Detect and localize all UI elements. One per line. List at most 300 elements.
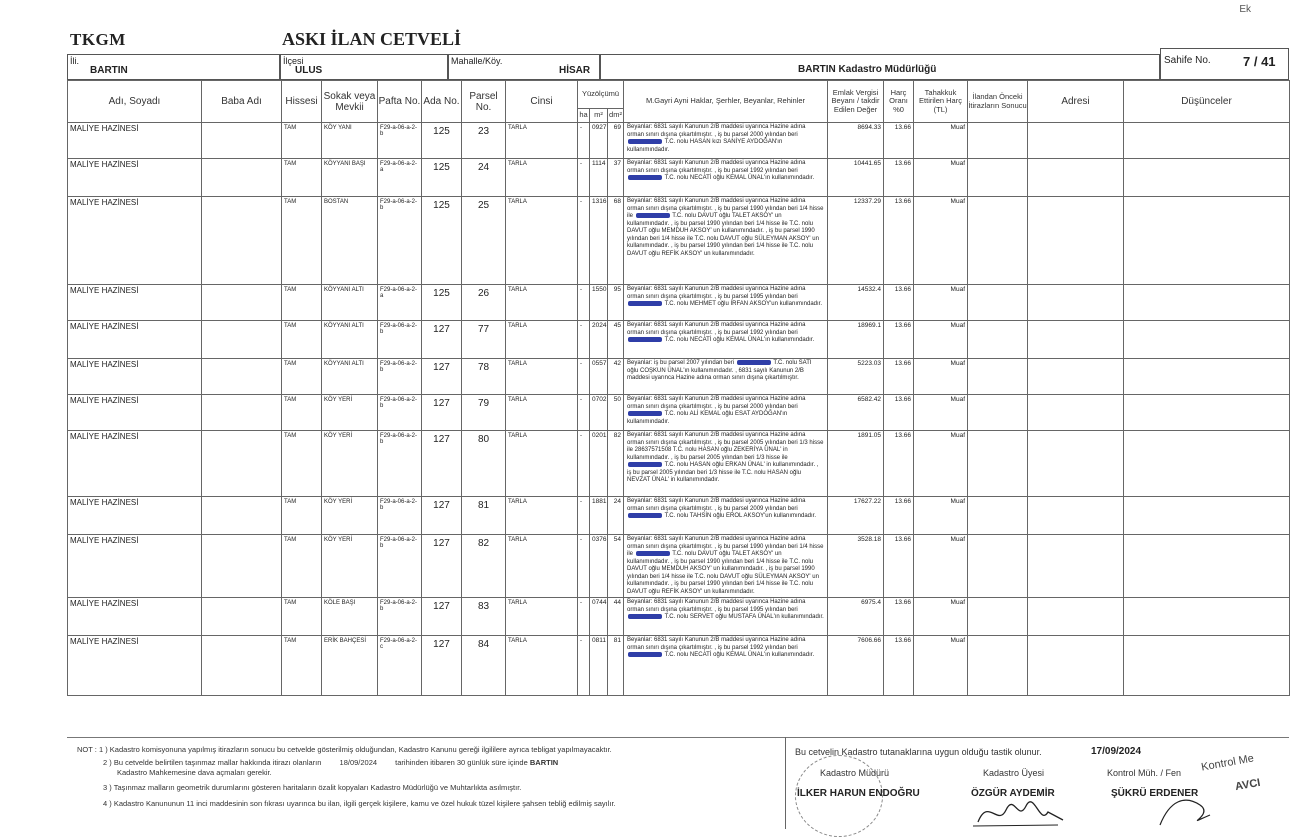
col-objection: İlandan Önceki İtirazların Sonucu xyxy=(968,81,1028,123)
cell-rights-notes xyxy=(624,321,828,359)
cell-share: TAM xyxy=(282,359,322,395)
cell-fee-rate: 13.66 xyxy=(884,497,914,535)
page-label: Sahife No. xyxy=(1164,55,1211,66)
notes-text-cont: T.C. nolu TAHSİN oğlu EROL AKSOY'un kullanımındadır. xyxy=(664,513,817,520)
table-row xyxy=(68,395,1290,431)
cell-remarks xyxy=(1124,197,1290,285)
redaction-mark xyxy=(628,301,662,306)
cell-area-dm2: 44 xyxy=(608,598,624,636)
cell-area-ha: - xyxy=(578,321,590,359)
signer-2-name: ÖZGÜR AYDEMİR xyxy=(971,788,1055,799)
notes-text-cont: T.C. nolu SATI oğlu COŞKUN ÜNAL'ın kullanımındadır. , 6831 sayılı Kanunun 2/B maddesi uyarınca Hazine adına orman sınırı dışına çıkartılmıştır. xyxy=(627,360,812,382)
cell-pafta: F29-a-06-a-2-b xyxy=(378,359,422,395)
district-label: İlçesi xyxy=(283,56,304,66)
cell-fee-rate: 13.66 xyxy=(884,535,914,598)
cell-street: KÖY YERİ xyxy=(322,535,378,598)
cell-address xyxy=(1028,636,1124,696)
cell-area-ha: - xyxy=(578,197,590,285)
signer-3-role: Kontrol Müh. / Fen xyxy=(1107,768,1182,778)
cell-share: TAM xyxy=(282,431,322,497)
cell-father-name xyxy=(202,285,282,321)
cell-area-dm2: 69 xyxy=(608,123,624,159)
cell-fee: Muaf xyxy=(914,321,968,359)
cell-ada: 127 xyxy=(422,321,462,359)
cell-rights-notes xyxy=(624,497,828,535)
cell-area-ha: - xyxy=(578,598,590,636)
cell-area-m2: 1316 xyxy=(590,197,608,285)
cell-parcel: 23 xyxy=(462,123,506,159)
cell-address xyxy=(1028,285,1124,321)
village-label: Mahalle/Köy. xyxy=(451,56,503,66)
table-row xyxy=(68,123,1290,159)
cell-area-m2: 0557 xyxy=(590,359,608,395)
notes-text: Beyanlar: 6831 sayılı Kanunun 2/B maddesi uyarınca Hazine adına orman sınırı dışına çıkartılmıştır. , iş bu parsel 1990 yılından beri 1/4 hisse ile xyxy=(627,198,824,220)
cell-type: TARLA xyxy=(506,431,578,497)
certify-date: 17/09/2024 xyxy=(1091,746,1142,757)
cell-objection xyxy=(968,535,1028,598)
notes-text: Beyanlar: 6831 sayılı Kanunun 2/B maddesi uyarınca Hazine adına orman sınırı dışına çıkartılmıştır. , iş bu parsel 2005 yılından beri 1/3 hisse ile 28637571508 T.C. nolu HASAN oğlu ZEKERİYA ÜNAL' in kullanımındadır. , iş bu parsel 2005 yılından beri 1/3 hisse ile xyxy=(627,432,824,461)
cell-owner-name: MALİYE HAZİNESİ xyxy=(68,497,202,535)
note-line-1 xyxy=(77,745,777,755)
cell-father-name xyxy=(202,598,282,636)
note-1: 1 ) Kadastro komisyonuna yapılmış itirazların sonucu bu cetvelde gösterilmiş olduğundan, Kadastro Kanunu gereği ilgililere ayrıca tebligat yapılmayacaktır. xyxy=(98,745,612,754)
header-page-box xyxy=(1160,48,1289,80)
cell-father-name xyxy=(202,535,282,598)
cell-tax-value: 18969.1 xyxy=(828,321,884,359)
cell-area-dm2: 24 xyxy=(608,497,624,535)
cell-type: TARLA xyxy=(506,598,578,636)
province-label: İli. xyxy=(70,56,79,66)
col-area-dm2: dm² xyxy=(608,109,624,123)
cell-tax-value: 17627.22 xyxy=(828,497,884,535)
cell-type: TARLA xyxy=(506,285,578,321)
col-type: Cinsi xyxy=(506,81,578,123)
note-2-date: 18/09/2024 xyxy=(339,757,378,767)
header-district-box xyxy=(280,54,448,80)
cell-address xyxy=(1028,431,1124,497)
cell-father-name xyxy=(202,359,282,395)
cell-street: ERİK BAHÇESİ xyxy=(322,636,378,696)
cell-parcel: 83 xyxy=(462,598,506,636)
footer-notes xyxy=(77,745,777,809)
cell-owner-name: MALİYE HAZİNESİ xyxy=(68,159,202,197)
cell-address xyxy=(1028,497,1124,535)
notes-text-cont: T.C. nolu NECATİ oğlu KEMAL ÜNAL'ın kullanımındadır. xyxy=(664,337,815,344)
cell-tax-value: 8694.33 xyxy=(828,123,884,159)
cell-fee-rate: 13.66 xyxy=(884,285,914,321)
cell-objection xyxy=(968,159,1028,197)
cell-share: TAM xyxy=(282,197,322,285)
signature-ozgur xyxy=(968,792,1068,832)
cell-street: KÖYYANI ALTI xyxy=(322,285,378,321)
cell-area-m2: 0702 xyxy=(590,395,608,431)
cell-ada: 127 xyxy=(422,359,462,395)
cell-share: TAM xyxy=(282,321,322,359)
cell-fee-rate: 13.66 xyxy=(884,159,914,197)
table-row xyxy=(68,636,1290,696)
cell-fee: Muaf xyxy=(914,535,968,598)
certify-text: Bu cetvelin Kadastro tutanaklarına uygun olduğu tastik olunur. xyxy=(795,747,1042,757)
notes-text-cont: T.C. nolu SERVET oğlu MUSTAFA ÜNAL'ın kullanımındadır. xyxy=(664,614,824,621)
cell-rights-notes xyxy=(624,197,828,285)
cell-parcel: 79 xyxy=(462,395,506,431)
cell-type: TARLA xyxy=(506,359,578,395)
cell-father-name xyxy=(202,321,282,359)
cell-area-m2: 1550 xyxy=(590,285,608,321)
cell-type: TARLA xyxy=(506,535,578,598)
cell-fee-rate: 13.66 xyxy=(884,359,914,395)
footer-vertical-divider xyxy=(785,737,786,829)
cell-parcel: 25 xyxy=(462,197,506,285)
cell-tax-value: 1891.05 xyxy=(828,431,884,497)
note-2c: Kadastro Mahkemesine dava açmaları gerekir. xyxy=(117,767,272,777)
cell-address xyxy=(1028,359,1124,395)
cell-father-name xyxy=(202,159,282,197)
cell-objection xyxy=(968,197,1028,285)
table-row xyxy=(68,159,1290,197)
note-4: 4 ) Kadastro Kanununun 11 inci maddesinin son fıkrası uyarınca bu ilan, ilgili gerçek kişilere, kamu ve özel hukuk tüzel kişilere şahsen tebliğ edilmiş sayılır. xyxy=(103,799,616,808)
table-row xyxy=(68,535,1290,598)
table-row xyxy=(68,598,1290,636)
cell-area-m2: 0201 xyxy=(590,431,608,497)
notes-text: Beyanlar: 6831 sayılı Kanunun 2/B maddesi uyarınca Hazine adına orman sınırı dışına çıkartılmıştır. , iş bu parsel 1995 yılından beri xyxy=(627,599,806,613)
notes-text: Beyanlar: iş bu parsel 2007 yılından beri xyxy=(627,360,735,367)
cell-tax-value: 3528.18 xyxy=(828,535,884,598)
redaction-mark xyxy=(628,513,662,518)
cell-street: KÖY YERİ xyxy=(322,497,378,535)
cell-fee: Muaf xyxy=(914,197,968,285)
cell-tax-value: 5223.03 xyxy=(828,359,884,395)
cell-fee-rate: 13.66 xyxy=(884,123,914,159)
note-line-2 xyxy=(77,758,777,768)
cell-address xyxy=(1028,395,1124,431)
cell-tax-value: 10441.65 xyxy=(828,159,884,197)
cell-father-name xyxy=(202,123,282,159)
cell-ada: 127 xyxy=(422,497,462,535)
cell-street: KÖYYANI ALTI xyxy=(322,321,378,359)
cell-area-m2: 0376 xyxy=(590,535,608,598)
cell-ada: 125 xyxy=(422,159,462,197)
cell-share: TAM xyxy=(282,123,322,159)
cell-area-m2: 0744 xyxy=(590,598,608,636)
parcel-table xyxy=(67,80,1289,696)
cell-pafta: F29-a-06-a-2-b xyxy=(378,598,422,636)
footer-divider xyxy=(67,737,1289,738)
cell-pafta: F29-a-06-a-2-b xyxy=(378,535,422,598)
cell-area-dm2: 37 xyxy=(608,159,624,197)
cell-type: TARLA xyxy=(506,159,578,197)
brand-logo-text: TKGM xyxy=(70,30,126,49)
note-2b: tarihinden itibaren 30 günlük süre içinde xyxy=(395,757,528,767)
cell-objection xyxy=(968,497,1028,535)
cell-area-m2: 0927 xyxy=(590,123,608,159)
cell-area-ha: - xyxy=(578,395,590,431)
notes-text-cont: T.C. nolu DAVUT oğlu TALET AKSOY' un kullanımındadır. , iş bu parsel 1990 yılından beri 1/4 hisse ile T.C. nolu DAVUT oğlu MEMDUH AKSOY' un kullanımındadır. , iş bu parsel 1990 yılından beri 1/4 hisse ile T.C. nolu DAVUT oğlu SÜLEYMAN AKSOY' un kullanımındadır. , iş bu parsel 1990 yılından beri 1/4 hisse ile T.C. nolu DAVUT oğlu REFİK AKSOY' un kullanımındadır. xyxy=(627,213,819,257)
redaction-mark xyxy=(636,551,670,556)
cell-parcel: 24 xyxy=(462,159,506,197)
cell-share: TAM xyxy=(282,159,322,197)
col-fee: Tahakkuk Ettirilen Harç (TL) xyxy=(914,81,968,123)
cell-fee: Muaf xyxy=(914,431,968,497)
cell-parcel: 82 xyxy=(462,535,506,598)
cell-area-m2: 1881 xyxy=(590,497,608,535)
notes-text-cont: T.C. nolu NECATİ oğlu KEMAL ÜNAL'ın kullanımındadır. xyxy=(664,652,815,659)
cell-objection xyxy=(968,395,1028,431)
cell-ada: 127 xyxy=(422,636,462,696)
cell-owner-name: MALİYE HAZİNESİ xyxy=(68,636,202,696)
cell-address xyxy=(1028,123,1124,159)
cell-fee: Muaf xyxy=(914,123,968,159)
note-label: NOT : xyxy=(77,745,97,754)
cell-ada: 127 xyxy=(422,535,462,598)
col-area-ha: ha xyxy=(578,109,590,123)
cell-objection xyxy=(968,636,1028,696)
cell-address xyxy=(1028,321,1124,359)
cell-share: TAM xyxy=(282,535,322,598)
cell-share: TAM xyxy=(282,636,322,696)
cell-rights-notes xyxy=(624,431,828,497)
cell-fee-rate: 13.66 xyxy=(884,598,914,636)
cell-owner-name: MALİYE HAZİNESİ xyxy=(68,321,202,359)
cell-street: KÖY YERİ xyxy=(322,395,378,431)
cell-type: TARLA xyxy=(506,321,578,359)
col-rights: M.Gayri Ayni Haklar, Şerhler, Beyanlar, Rehinler xyxy=(624,81,828,123)
handwritten-note-2: AVCI xyxy=(1234,776,1262,794)
signer-1-role: Kadastro Müdürü xyxy=(820,768,890,778)
cell-share: TAM xyxy=(282,497,322,535)
cell-fee: Muaf xyxy=(914,359,968,395)
cell-remarks xyxy=(1124,321,1290,359)
cell-address xyxy=(1028,159,1124,197)
cell-area-ha: - xyxy=(578,535,590,598)
cell-fee-rate: 13.66 xyxy=(884,197,914,285)
cell-area-ha: - xyxy=(578,636,590,696)
cell-rights-notes xyxy=(624,598,828,636)
notes-text-cont: T.C. nolu NECATİ oğlu KEMAL ÜNAL'ın kullanımındadır. xyxy=(664,175,815,182)
cell-area-m2: 0811 xyxy=(590,636,608,696)
cell-tax-value: 12337.29 xyxy=(828,197,884,285)
note-2-office: BARTIN xyxy=(529,757,559,767)
cell-owner-name: MALİYE HAZİNESİ xyxy=(68,285,202,321)
redaction-mark xyxy=(628,614,662,619)
table-row xyxy=(68,359,1290,395)
notes-text: Beyanlar: 6831 sayılı Kanunun 2/B maddesi uyarınca Hazine adına orman sınırı dışına çıkartılmıştır. , iş bu parsel 1992 yılından beri xyxy=(627,637,806,651)
notes-text: Beyanlar: 6831 sayılı Kanunun 2/B maddesi uyarınca Hazine adına orman sınırı dışına çıkartılmıştır. , iş bu parsel 1992 yılından beri xyxy=(627,160,806,174)
cell-ada: 127 xyxy=(422,431,462,497)
cell-rights-notes xyxy=(624,285,828,321)
cell-remarks xyxy=(1124,359,1290,395)
cell-area-ha: - xyxy=(578,431,590,497)
cell-tax-value: 7606.66 xyxy=(828,636,884,696)
redaction-mark xyxy=(628,652,662,657)
cell-pafta: F29-a-06-a-2-b xyxy=(378,123,422,159)
cell-rights-notes xyxy=(624,359,828,395)
notes-text: Beyanlar: 6831 sayılı Kanunun 2/B maddesi uyarınca Hazine adına orman sınırı dışına çıkartılmıştır. , iş bu parsel 2000 yılından beri xyxy=(627,396,806,410)
cell-fee-rate: 13.66 xyxy=(884,395,914,431)
cell-ada: 125 xyxy=(422,285,462,321)
cell-share: TAM xyxy=(282,395,322,431)
cell-type: TARLA xyxy=(506,497,578,535)
handwritten-note: Kontrol Me xyxy=(1200,752,1255,774)
col-parcel: Parsel No. xyxy=(462,81,506,123)
note-line-3 xyxy=(77,783,777,793)
cell-area-dm2: 81 xyxy=(608,636,624,696)
col-share: Hissesi xyxy=(282,81,322,123)
cell-fee-rate: 13.66 xyxy=(884,636,914,696)
col-ada: Ada No. xyxy=(422,81,462,123)
office-value: BARTIN Kadastro Müdürlüğü xyxy=(798,64,937,75)
cell-father-name xyxy=(202,197,282,285)
cell-area-ha: - xyxy=(578,159,590,197)
cell-ada: 127 xyxy=(422,598,462,636)
redaction-mark xyxy=(628,337,662,342)
cell-rights-notes xyxy=(624,159,828,197)
notes-text-cont: T.C. nolu DAVUT oğlu TALET AKSOY' un kullanımındadır. , iş bu parsel 1990 yılından beri 1/4 hisse ile T.C. nolu DAVUT oğlu MEMDUH AKSOY' un kullanımındadır. , iş bu parsel 1990 yılından beri 1/4 hisse ile T.C. nolu DAVUT oğlu SÜLEYMAN AKSOY' un kullanımındadır. , iş bu parsel 1990 yılından beri 1/4 hisse ile T.C. nolu DAVUT oğlu REFİK AKSOY' un kullanımındadır. xyxy=(627,551,819,595)
cell-remarks xyxy=(1124,431,1290,497)
cell-objection xyxy=(968,123,1028,159)
cell-father-name xyxy=(202,395,282,431)
notes-text: Beyanlar: 6831 sayılı Kanunun 2/B maddesi uyarınca Hazine adına orman sınırı dışına çıkartılmıştır. , iş bu parsel 1990 yılından beri 1/4 hisse ile xyxy=(627,536,824,558)
col-pafta: Pafta No. xyxy=(378,81,422,123)
signer-1-name: İLKER HARUN ENDOĞRU xyxy=(797,788,920,799)
redaction-mark xyxy=(628,175,662,180)
redaction-mark xyxy=(737,360,771,365)
notes-text: Beyanlar: 6831 sayılı Kanunun 2/B maddesi uyarınca Hazine adına orman sınırı dışına çıkartılmıştır. , iş bu parsel 1992 yılından beri xyxy=(627,322,806,336)
cell-type: TARLA xyxy=(506,636,578,696)
cell-parcel: 84 xyxy=(462,636,506,696)
signer-3-name: ŞÜKRÜ ERDENER xyxy=(1111,788,1199,799)
cell-area-dm2: 82 xyxy=(608,431,624,497)
cell-objection xyxy=(968,359,1028,395)
cell-rights-notes xyxy=(624,395,828,431)
redaction-mark xyxy=(628,411,662,416)
notes-text-cont: T.C. nolu ALİ KEMAL oğlu ESAT AYDOĞAN'ın kullanımındadır. xyxy=(627,411,788,425)
cell-owner-name: MALİYE HAZİNESİ xyxy=(68,535,202,598)
cell-area-dm2: 68 xyxy=(608,197,624,285)
cell-share: TAM xyxy=(282,285,322,321)
cell-street: KÖY YANI xyxy=(322,123,378,159)
note-line-4 xyxy=(77,799,777,809)
cell-share: TAM xyxy=(282,598,322,636)
col-street: Sokak veya Mevkii xyxy=(322,81,378,123)
signature-sukru xyxy=(1140,790,1230,830)
cell-rights-notes xyxy=(624,636,828,696)
cell-parcel: 81 xyxy=(462,497,506,535)
notes-text-cont: T.C. nolu MEHMET oğlu İRFAN AKSOY'un kullanımındadır. xyxy=(664,301,822,308)
document-title: ASKI İLAN CETVELİ xyxy=(282,29,462,49)
cell-parcel: 26 xyxy=(462,285,506,321)
cell-pafta: F29-a-06-a-2-b xyxy=(378,197,422,285)
cell-owner-name: MALİYE HAZİNESİ xyxy=(68,197,202,285)
redaction-mark xyxy=(636,213,670,218)
cell-pafta: F29-a-06-a-2-b xyxy=(378,431,422,497)
cell-fee: Muaf xyxy=(914,395,968,431)
col-father: Baba Adı xyxy=(202,81,282,123)
corner-mark: Ek xyxy=(1239,4,1251,15)
cell-fee-rate: 13.66 xyxy=(884,321,914,359)
cell-address xyxy=(1028,598,1124,636)
cell-remarks xyxy=(1124,159,1290,197)
cell-area-dm2: 95 xyxy=(608,285,624,321)
cell-area-dm2: 50 xyxy=(608,395,624,431)
cell-street: KÖLE BAŞI xyxy=(322,598,378,636)
notes-text: Beyanlar: 6831 sayılı Kanunun 2/B maddesi uyarınca Hazine adına orman sınırı dışına çıkartılmıştır. , iş bu parsel 1995 yılından beri xyxy=(627,286,806,300)
header-office-box xyxy=(600,54,1160,80)
col-remarks: Düşünceler xyxy=(1124,81,1290,123)
cell-area-m2: 1114 xyxy=(590,159,608,197)
cell-ada: 125 xyxy=(422,197,462,285)
cell-owner-name: MALİYE HAZİNESİ xyxy=(68,395,202,431)
col-tax-value: Emlak Vergisi Beyanı / takdir Edilen Değer xyxy=(828,81,884,123)
redaction-mark xyxy=(628,139,662,144)
cell-type: TARLA xyxy=(506,395,578,431)
cell-area-ha: - xyxy=(578,123,590,159)
cell-objection xyxy=(968,598,1028,636)
cell-rights-notes xyxy=(624,123,828,159)
cell-pafta: F29-a-06-a-2-b xyxy=(378,395,422,431)
cell-fee: Muaf xyxy=(914,285,968,321)
cell-remarks xyxy=(1124,285,1290,321)
table-row xyxy=(68,431,1290,497)
notes-text-cont: T.C. nolu HASAN kızı SANİYE AYDOĞAN'ın kullanımındadır. xyxy=(627,139,783,153)
cell-fee: Muaf xyxy=(914,598,968,636)
cell-tax-value: 6975.4 xyxy=(828,598,884,636)
cell-area-ha: - xyxy=(578,359,590,395)
table-row xyxy=(68,285,1290,321)
cell-rights-notes xyxy=(624,535,828,598)
village-value: HİSAR xyxy=(559,65,591,76)
cell-type: TARLA xyxy=(506,123,578,159)
cell-area-dm2: 45 xyxy=(608,321,624,359)
cell-street: BOSTAN xyxy=(322,197,378,285)
cell-owner-name: MALİYE HAZİNESİ xyxy=(68,431,202,497)
cell-parcel: 77 xyxy=(462,321,506,359)
cell-owner-name: MALİYE HAZİNESİ xyxy=(68,123,202,159)
cell-street: KÖY YERİ xyxy=(322,431,378,497)
cell-ada: 125 xyxy=(422,123,462,159)
cell-area-ha: - xyxy=(578,497,590,535)
cell-objection xyxy=(968,285,1028,321)
notes-text-cont: T.C. nolu HASAN oğlu ERKAN ÜNAL' in kullanımındadır. , iş bu parsel 2005 yılından beri 1/3 hisse ile T.C. nolu HASAN oğlu NEVZAT ÜNAL' in kullanımındadır. xyxy=(627,462,819,484)
province-value: BARTIN xyxy=(90,65,128,76)
cell-remarks xyxy=(1124,395,1290,431)
table-row xyxy=(68,497,1290,535)
notes-text: Beyanlar: 6831 sayılı Kanunun 2/B maddesi uyarınca Hazine adına orman sınırı dışına çıkartılmıştır. , iş bu parsel 2009 yılından beri xyxy=(627,498,806,512)
cell-pafta: F29-a-06-a-2-a xyxy=(378,159,422,197)
cell-area-m2: 2024 xyxy=(590,321,608,359)
cell-address xyxy=(1028,197,1124,285)
page-value: 7 / 41 xyxy=(1243,54,1276,69)
cell-pafta: F29-a-06-a-2-a xyxy=(378,285,422,321)
cell-address xyxy=(1028,535,1124,598)
cell-fee-rate: 13.66 xyxy=(884,431,914,497)
cell-owner-name: MALİYE HAZİNESİ xyxy=(68,598,202,636)
cell-remarks xyxy=(1124,598,1290,636)
cell-area-ha: - xyxy=(578,285,590,321)
note-line-2c xyxy=(77,768,777,778)
cell-street: KÖYYANI ALTI xyxy=(322,359,378,395)
redaction-mark xyxy=(628,462,662,467)
cell-tax-value: 6582.42 xyxy=(828,395,884,431)
cell-objection xyxy=(968,321,1028,359)
district-value: ULUS xyxy=(295,65,323,76)
cell-pafta: F29-a-06-a-2-c xyxy=(378,636,422,696)
cell-father-name xyxy=(202,497,282,535)
cell-fee: Muaf xyxy=(914,159,968,197)
cell-father-name xyxy=(202,431,282,497)
cell-fee: Muaf xyxy=(914,636,968,696)
cell-area-dm2: 42 xyxy=(608,359,624,395)
